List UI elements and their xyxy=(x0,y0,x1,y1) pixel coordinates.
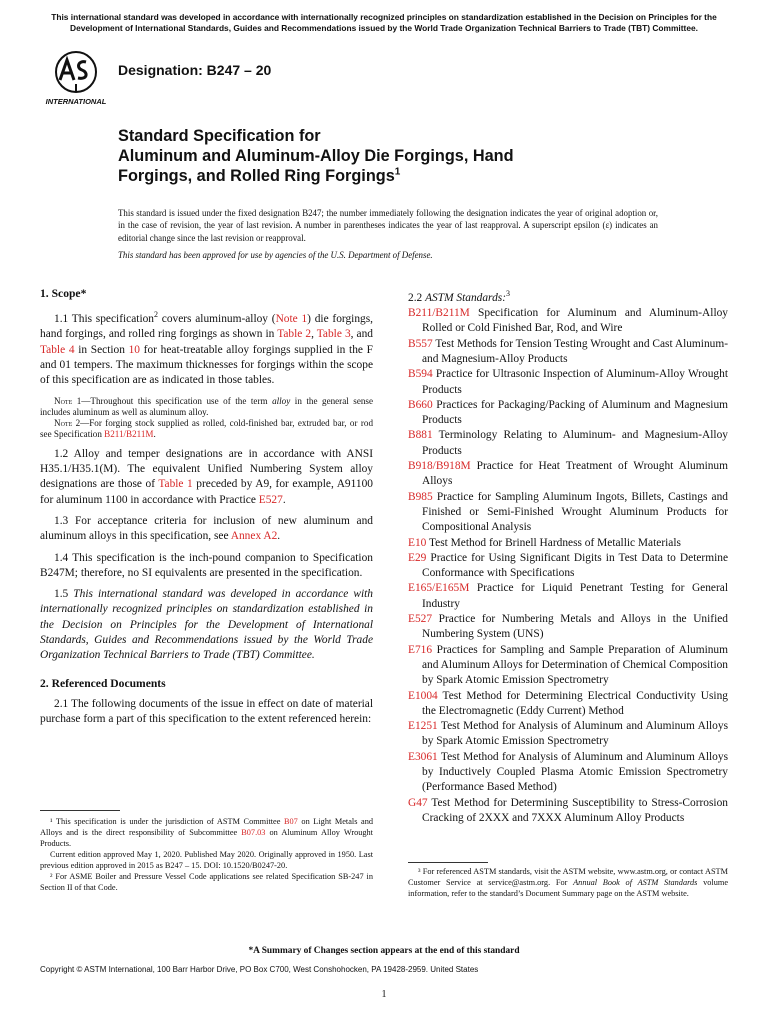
link-annex-a2[interactable]: Annex A2 xyxy=(230,530,278,543)
reference-title: Specification for Aluminum and Aluminum-Alloy Rolled or Cold Finished Bar, Rod, and Wire xyxy=(422,307,728,335)
reference-code-link[interactable]: G47 xyxy=(408,796,428,809)
footnote-1 xyxy=(40,816,373,849)
text: volume information, refer to the standard’s Document Summary page on the ASTM website. xyxy=(408,878,728,898)
text: . xyxy=(282,493,286,506)
text: on Light Metals and Alloys and is the direct responsibility of Subcommittee xyxy=(40,817,373,837)
reference-item xyxy=(408,306,728,337)
reference-item xyxy=(408,459,728,490)
reference-item xyxy=(408,796,728,827)
link-b211[interactable]: B211/B211M xyxy=(104,429,154,440)
reference-title: Terminology Relating to Aluminum- and Magnesium-Alloy Products xyxy=(422,429,728,457)
reference-title: Practices for Sampling and Sample Preparation of Aluminum and Aluminum Alloys for Determination of Chemical Composition by Spark Atomic Emission Spectrometry xyxy=(422,643,728,687)
text: , xyxy=(311,328,317,341)
link-table-4[interactable]: Table 4 xyxy=(40,343,75,356)
reference-code-link[interactable]: B985 xyxy=(408,490,433,503)
footnote-1-edition: Current edition approved May 1, 2020. Published May 2020. Originally approved in 1950. Last previous edition approved in 2015 as B247 – 15. DOI: 10.1520/B0247-20. xyxy=(40,850,373,870)
issuance-statement: This standard is issued under the fixed designation B247; the number immediately following the designation indicates the year of original adoption or, in the case of revision, the year of last revision. A number in parentheses indicates the year of last reapproval. A superscript epsilon (ε) indicates an editorial change since the last revision or reapproval. xyxy=(118,208,658,243)
link-b07[interactable]: B07 xyxy=(284,817,298,826)
astm-standards-label xyxy=(408,286,728,306)
reference-code-link[interactable]: E3061 xyxy=(408,750,438,763)
text: on Aluminum Alloy Wrought Products. xyxy=(40,828,373,848)
reference-title: Practice for Sampling Aluminum Ingots, Billets, Castings and Finished or Semi-Finished Wrought Aluminum Products for Compositional Analysis xyxy=(422,490,728,534)
designation: Designation: B247 – 20 xyxy=(118,62,272,78)
reference-list xyxy=(408,306,728,826)
reference-title: Test Method for Analysis of Aluminum and Aluminum Alloys by Inductively Coupled Plasma Atomic Emission Spectrometry (Performance Based Method) xyxy=(422,750,728,794)
reference-title: Practice for Liquid Penetrant Testing for General Industry xyxy=(422,582,728,610)
link-note-1[interactable]: Note 1 xyxy=(275,313,308,326)
document-title xyxy=(118,126,678,186)
footnote-rule xyxy=(40,810,120,811)
text: preceded by A9, for example, A91100 for aluminum 1100 in accordance with Practice xyxy=(40,478,373,506)
reference-code-link[interactable]: E1004 xyxy=(408,689,438,702)
reference-item xyxy=(408,719,728,750)
right-column xyxy=(408,286,728,826)
para-1-2 xyxy=(40,447,373,508)
reference-item xyxy=(408,490,728,536)
text: 2—For forging stock supplied as rolled, cold-finished bar, extruded bar, or rod see Specification xyxy=(40,418,373,440)
text: ASTM Standards: xyxy=(425,291,506,304)
text: covers aluminum-alloy ( xyxy=(158,313,276,326)
reference-title: Test Methods for Tension Testing Wrought and Cast Aluminum- and Magnesium-Alloy Products xyxy=(422,337,728,365)
text: 1.2 Alloy and temper designations are in accordance with ANSI H35.1/H35.1(M). The equivalent Unified Numbering System alloy designations are those of xyxy=(40,447,373,491)
reference-code-link[interactable]: B660 xyxy=(408,398,433,411)
astm-logo-mark xyxy=(40,50,112,108)
logo-caption: INTERNATIONAL xyxy=(45,97,107,106)
reference-item xyxy=(408,581,728,612)
note-1 xyxy=(40,396,373,419)
link-b0703[interactable]: B07.03 xyxy=(241,828,266,837)
reference-title: Test Method for Analysis of Aluminum and Aluminum Alloys by Spark Atomic Emission Spectrometry xyxy=(422,720,728,748)
reference-item xyxy=(408,689,728,720)
reference-item xyxy=(408,750,728,796)
reference-title: Practice for Ultrasonic Inspection of Aluminum-Alloy Wrought Products xyxy=(422,368,728,396)
astm-logo xyxy=(40,50,112,108)
note-label: Note xyxy=(54,395,73,406)
reference-item xyxy=(408,643,728,689)
footnote-2: ² For ASME Boiler and Pressure Vessel Code applications see related Specification SB-247 in Section II of that Code. xyxy=(40,872,373,892)
title-line-2: Aluminum and Aluminum-Alloy Die Forgings, Hand Forgings, and Rolled Ring Forgings xyxy=(118,147,514,185)
reference-item xyxy=(408,536,728,551)
para-1-1 xyxy=(40,307,373,388)
text: Annual Book of ASTM Standards xyxy=(573,878,698,887)
text: 1.5 xyxy=(54,588,74,601)
reference-code-link[interactable]: B557 xyxy=(408,337,433,350)
text: in the general sense includes aluminum as well as aluminum alloy. xyxy=(40,395,373,417)
link-table-2[interactable]: Table 2 xyxy=(277,328,312,341)
footnote-3 xyxy=(408,866,728,899)
reference-title: Test Method for Determining Electrical Conductivity Using the Electromagnetic (Eddy Current) Method xyxy=(422,689,728,717)
footnote-rule-right xyxy=(408,862,488,863)
reference-code-link[interactable]: E29 xyxy=(408,551,427,564)
note-label: Note xyxy=(54,418,73,429)
reference-title: Practices for Packaging/Packing of Aluminum and Magnesium Products xyxy=(422,398,728,427)
text: ¹ This specification is under the jurisdiction of ASTM Committee xyxy=(50,817,284,826)
reference-code-link[interactable]: B594 xyxy=(408,368,433,381)
link-table-3[interactable]: Table 3 xyxy=(316,328,351,341)
text: 1.1 This specification xyxy=(54,313,154,326)
note-2 xyxy=(40,418,373,441)
para-1-3 xyxy=(40,514,373,545)
reference-item xyxy=(408,367,728,398)
reference-item xyxy=(408,428,728,459)
title-line-1: Standard Specification for xyxy=(118,127,321,145)
link-section-10[interactable]: 10 xyxy=(128,343,140,356)
summary-of-changes-note: *A Summary of Changes section appears at the end of this standard xyxy=(248,946,520,956)
reference-title: Practice for Numbering Metals and Alloys in the Unified Numbering System (UNS) xyxy=(422,613,728,641)
text: ³ For referenced ASTM standards, visit the ASTM website, www.astm.org, or contact ASTM Customer Service at service@astm.org. For xyxy=(408,867,728,887)
reference-code-link[interactable]: E1251 xyxy=(408,720,438,733)
para-2-1: 2.1 The following documents of the issue in effect on date of material purchase form a part of this specification to the extent referenced herein: xyxy=(40,697,373,726)
para-1-5 xyxy=(40,587,373,663)
reference-code-link[interactable]: E716 xyxy=(408,643,433,656)
text: 1—Throughout this specification use of the term xyxy=(72,395,273,406)
text: in Section xyxy=(74,343,129,356)
text: 2.2 xyxy=(408,291,426,304)
footnote-ref-2[interactable]: 2 xyxy=(154,310,158,320)
dod-approval-statement: This standard has been approved for use by agencies of the U.S. Department of Defense. xyxy=(118,250,433,260)
scope-heading: 1. Scope* xyxy=(40,287,87,300)
reference-title: Test Method for Determining Susceptibility to Stress-Corrosion Cracking of 2XXX and 7XXX Aluminum Alloy Products xyxy=(422,796,728,824)
reference-title: Practice for Heat Treatment of Wrought Aluminum Alloys xyxy=(422,460,728,488)
text: ) die forgings, hand forgings, and rolled ring forgings as shown in xyxy=(40,313,374,341)
text: for heat-treatable alloy forgings supplied in the F and 01 tempers. The maximum thicknesses for forgings within the scope of this specification are as indicated in those tables. xyxy=(40,343,373,387)
footnotes-left xyxy=(40,816,373,893)
page-number: 1 xyxy=(381,989,387,1000)
reference-code-link[interactable]: E165/E165M xyxy=(408,582,470,595)
reference-title: Practice for Using Significant Digits in Test Data to Determine Conformance with Specifications xyxy=(422,551,728,580)
text: 1.3 For acceptance criteria for inclusion of new aluminum and aluminum alloys in this specification, see xyxy=(40,514,373,543)
footnote-ref-3[interactable]: 3 xyxy=(506,289,510,298)
text: , and xyxy=(350,328,373,341)
reference-code-link[interactable]: E10 xyxy=(408,536,427,549)
text: . xyxy=(277,530,281,543)
link-table-1[interactable]: Table 1 xyxy=(158,478,193,491)
title-footnote-mark: 1 xyxy=(394,166,401,178)
text: . xyxy=(153,429,156,440)
reference-code-link[interactable]: B918/B918M xyxy=(408,460,471,473)
reference-code-link[interactable]: B881 xyxy=(408,429,433,442)
reference-title: Test Method for Brinell Hardness of Metallic Materials xyxy=(426,536,681,549)
link-e527[interactable]: E527 xyxy=(258,493,283,506)
reference-item xyxy=(408,612,728,643)
tbt-header-note: This international standard was developed in accordance with internationally recognized principles on standardization established in the Decision on Principles for the Development of International Standards, Guides and Recommendations issued by the World Trade Organization Technical Barriers to Trade (TBT) Committee. xyxy=(51,12,717,33)
reference-item xyxy=(408,337,728,368)
reference-item xyxy=(408,398,728,429)
copyright-line: Copyright © ASTM International, 100 Barr Harbor Drive, PO Box C700, West Conshohocken, PA 19428-2959. United States xyxy=(40,965,479,974)
text: alloy xyxy=(272,395,291,406)
reference-code-link[interactable]: B211/B211M xyxy=(408,307,470,320)
left-column xyxy=(40,286,373,728)
para-1-4: 1.4 This specification is the inch-pound companion to Specification B247M; therefore, no SI equivalents are presented in the specification. xyxy=(40,551,373,579)
reference-item xyxy=(408,551,728,582)
referenced-documents-heading: 2. Referenced Documents xyxy=(40,676,166,690)
reference-code-link[interactable]: E527 xyxy=(408,613,433,626)
text: This international standard was developed in accordance with internationally recognized principles on standardization established in the Decision on Principles for the Development of International Standards, Guides and Recommendations issued by the World Trade Organization Technical Barriers to Trade (TBT) Committee. xyxy=(40,588,373,662)
